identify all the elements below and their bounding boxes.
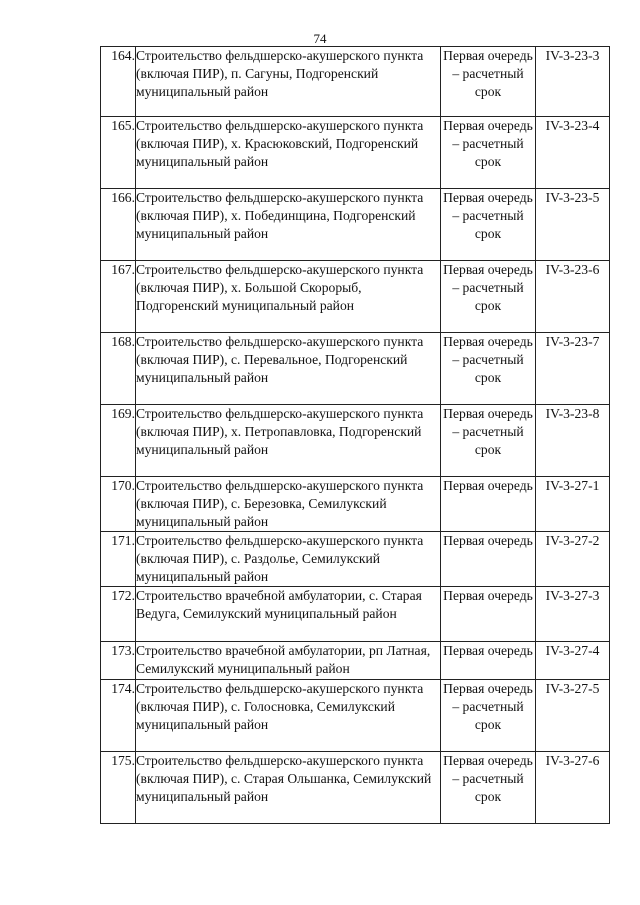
table-body	[101, 47, 610, 824]
table-row	[101, 333, 610, 405]
row-code: IV-3-23-6	[536, 261, 610, 333]
row-description: Строительство фельдшерско-акушерского пункта (включая ПИР), с. Голосновка, Семилукский муниципальный район	[136, 680, 441, 752]
row-stage: Первая очередь – расчетный срок	[441, 117, 536, 189]
row-stage: Первая очередь – расчетный срок	[441, 47, 536, 117]
row-description: Строительство фельдшерско-акушерского пункта (включая ПИР), с. Раздолье, Семилукский муниципальный район	[136, 532, 441, 587]
row-number: 172.	[101, 587, 136, 642]
row-number: 165.	[101, 117, 136, 189]
row-number: 170.	[101, 477, 136, 532]
row-number: 174.	[101, 680, 136, 752]
row-number: 164.	[101, 47, 136, 117]
row-description: Строительство врачебной амбулатории, рп Латная, Семилукский муниципальный район	[136, 642, 441, 680]
table-row	[101, 477, 610, 532]
page-number: 74	[313, 31, 327, 46]
row-description: Строительство фельдшерско-акушерского пункта (включая ПИР), с. Перевальное, Подгоренский муниципальный район	[136, 333, 441, 405]
row-description: Строительство фельдшерско-акушерского пункта (включая ПИР), х. Побединщина, Подгоренский муниципальный район	[136, 189, 441, 261]
row-code: IV-3-27-4	[536, 642, 610, 680]
row-code: IV-3-27-5	[536, 680, 610, 752]
objects-table	[100, 46, 610, 824]
row-stage: Первая очередь – расчетный срок	[441, 405, 536, 477]
row-stage: Первая очередь	[441, 587, 536, 642]
row-description: Строительство фельдшерско-акушерского пункта (включая ПИР), с. Старая Ольшанка, Семилукский муниципальный район	[136, 752, 441, 824]
row-number: 175.	[101, 752, 136, 824]
row-code: IV-3-27-6	[536, 752, 610, 824]
row-code: IV-3-23-5	[536, 189, 610, 261]
row-code: IV-3-23-3	[536, 47, 610, 117]
row-number: 169.	[101, 405, 136, 477]
row-number: 171.	[101, 532, 136, 587]
table-row	[101, 752, 610, 824]
row-number: 173.	[101, 642, 136, 680]
row-description: Строительство фельдшерско-акушерского пункта (включая ПИР), х. Красюковский, Подгоренский муниципальный район	[136, 117, 441, 189]
table-row	[101, 587, 610, 642]
table-row	[101, 189, 610, 261]
table-row	[101, 261, 610, 333]
row-code: IV-3-27-2	[536, 532, 610, 587]
row-stage: Первая очередь – расчетный срок	[441, 752, 536, 824]
table-row	[101, 642, 610, 680]
row-description: Строительство фельдшерско-акушерского пункта (включая ПИР), х. Большой Скорорыб, Подгоренский муниципальный район	[136, 261, 441, 333]
row-number: 168.	[101, 333, 136, 405]
table-row	[101, 680, 610, 752]
row-stage: Первая очередь – расчетный срок	[441, 189, 536, 261]
row-stage: Первая очередь	[441, 477, 536, 532]
table-row	[101, 47, 610, 117]
row-description: Строительство фельдшерско-акушерского пункта (включая ПИР), с. Березовка, Семилукский муниципальный район	[136, 477, 441, 532]
row-code: IV-3-23-8	[536, 405, 610, 477]
row-code: IV-3-27-3	[536, 587, 610, 642]
row-stage: Первая очередь – расчетный срок	[441, 680, 536, 752]
row-description: Строительство фельдшерско-акушерского пункта (включая ПИР), х. Петропавловка, Подгоренский муниципальный район	[136, 405, 441, 477]
table-row	[101, 405, 610, 477]
table-row	[101, 532, 610, 587]
row-code: IV-3-27-1	[536, 477, 610, 532]
row-stage: Первая очередь	[441, 642, 536, 680]
row-number: 167.	[101, 261, 136, 333]
table-row	[101, 117, 610, 189]
row-description: Строительство фельдшерско-акушерского пункта (включая ПИР), п. Сагуны, Подгоренский муниципальный район	[136, 47, 441, 117]
row-number: 166.	[101, 189, 136, 261]
row-code: IV-3-23-4	[536, 117, 610, 189]
row-stage: Первая очередь – расчетный срок	[441, 261, 536, 333]
row-description: Строительство врачебной амбулатории, с. Старая Ведуга, Семилукский муниципальный район	[136, 587, 441, 642]
row-code: IV-3-23-7	[536, 333, 610, 405]
row-stage: Первая очередь – расчетный срок	[441, 333, 536, 405]
row-stage: Первая очередь	[441, 532, 536, 587]
